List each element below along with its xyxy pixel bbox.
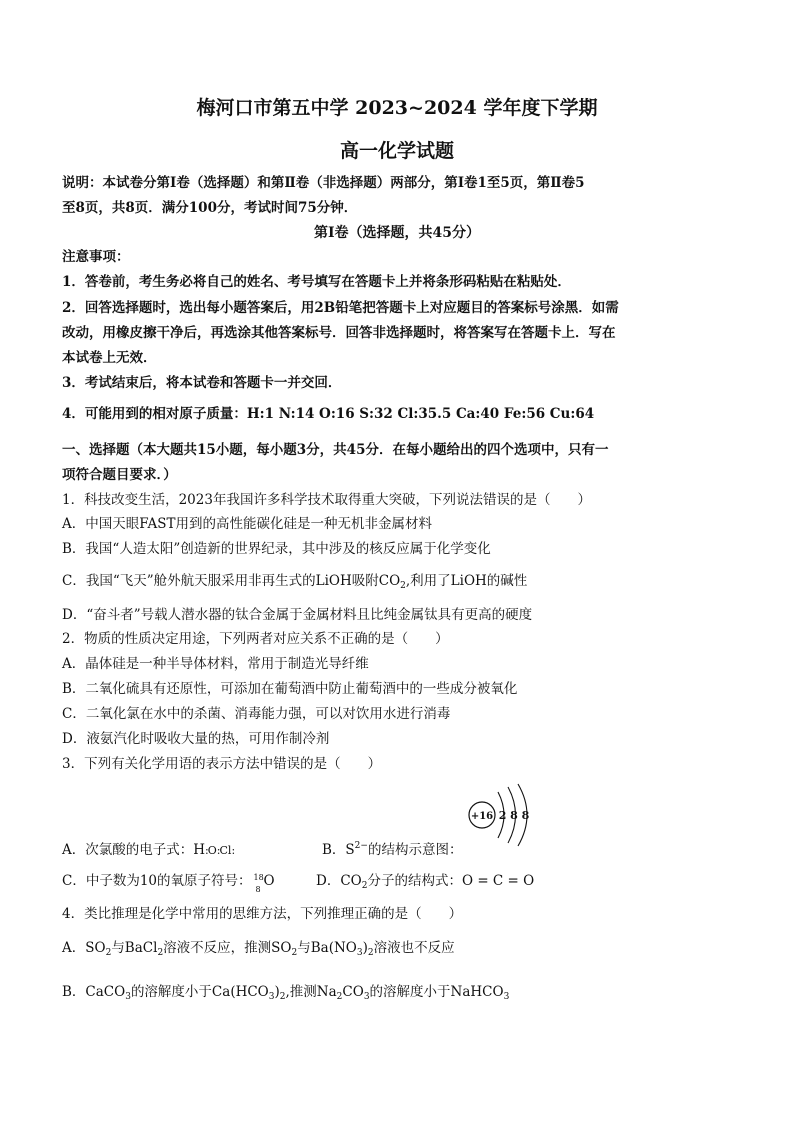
q4-option-b xyxy=(62,982,734,1002)
note-2-line-3: 本试卷上无效． xyxy=(62,350,157,366)
note-2-line-2: 改动，用橡皮擦干净后，再选涂其他答案标号．回答非选择题时，将答案写在答题卡上．写在 xyxy=(62,325,616,341)
q3-c-atomic-number: 8 xyxy=(255,885,261,894)
q3-c-label: C．中子数为10的氧原子符号： xyxy=(62,873,252,889)
q1-c-subscript: 2 xyxy=(400,581,406,591)
notes-heading: 注意事项： xyxy=(62,249,130,265)
note-2-line-1: 2．回答选择题时，选出每小题答案后，用2B铅笔把答题卡上对应题目的答案标号涂黑．如需 xyxy=(62,300,619,316)
electron-dots-icon: : xyxy=(205,844,208,857)
q3-b-superscript: 2− xyxy=(354,841,368,851)
q4-b-sub: 3 xyxy=(503,992,510,1002)
q2-option-d: D．液氨汽化时吸收大量的热，可用作制冷剂 xyxy=(62,731,330,747)
q3-a-o: O xyxy=(207,844,217,857)
q1-c-text-post: ,利用了LiOH的碱性 xyxy=(405,573,528,589)
q3-b-pre: B．S xyxy=(322,842,355,858)
q4-a-sub: 2 xyxy=(291,948,298,958)
q2-option-c: C．二氧化氯在水中的杀菌、消毒能力强，可以对饮用水进行消毒 xyxy=(62,706,451,722)
page-title: 梅河口市第五中学 2023~2024 学年度下学期 xyxy=(196,97,598,119)
nuclide-notation xyxy=(252,871,264,894)
electron-dots-icon: : xyxy=(231,844,235,857)
q1-c-text-pre: C．我国“飞天”舱外航天服采用非再生式的LiOH吸附CO xyxy=(62,573,401,589)
q4-b-part: CO xyxy=(342,984,364,1000)
q1-option-a: A．中国天眼FAST用到的高性能碳化硅是一种无机非金属材料 xyxy=(62,516,432,532)
q4-a-sub: 2 xyxy=(367,948,374,958)
q4-b-sub: 3 xyxy=(268,992,275,1002)
intro-line-1: 说明：本试卷分第Ⅰ卷（选择题）和第Ⅱ卷（非选择题）两部分，第Ⅰ卷1至5页，第Ⅱ卷5 xyxy=(62,175,585,191)
note-1: 1．答卷前，考生务必将自己的姓名、考号填写在答题卡上并将条形码粘贴在粘贴处． xyxy=(62,274,571,290)
q4-a-part: 与BaCl xyxy=(111,940,158,956)
q1-option-c xyxy=(62,571,734,591)
part1-heading-line-1: 一、选择题（本大题共15小题，每小题3分，共45分．在每小题给出的四个选项中，只有一 xyxy=(62,442,609,458)
q4-a-part: 溶液不反应，推测SO xyxy=(163,940,292,956)
q3-stem: 3．下列有关化学用语的表示方法中错误的是（ ） xyxy=(62,756,382,772)
q4-a-part: 与Ba(NO xyxy=(297,940,357,956)
q4-a-part: ) xyxy=(362,940,368,956)
q4-a-sub: 2 xyxy=(157,948,164,958)
q4-b-sub: 3 xyxy=(363,992,370,1002)
q4-stem: 4．类比推理是化学中常用的思维方法，下列推理正确的是（ ） xyxy=(62,906,463,922)
q3-a-h: H xyxy=(193,842,206,858)
q2-stem: 2．物质的性质决定用途，下列两者对应关系不正确的是（ ） xyxy=(62,631,449,647)
section-heading: 第Ⅰ卷（选择题，共45分） xyxy=(313,225,481,241)
q4-a-part: 溶液也不反应 xyxy=(373,940,455,956)
q3-option-a xyxy=(62,840,234,861)
q1-option-d: D．“奋斗者”号载人潜水器的钛合金属于金属材料且比纯金属钛具有更高的硬度 xyxy=(62,607,533,623)
q3-option-d xyxy=(316,871,534,891)
q3-d-formula: O = C = O xyxy=(461,873,535,889)
q3-b-post: 的结构示意图： xyxy=(367,842,463,858)
q4-option-a xyxy=(62,938,734,958)
q1-option-b: B．我国“人造太阳”创造新的世界纪录，其中涉及的核反应属于化学变化 xyxy=(62,541,491,557)
q2-option-a: A．晶体硅是一种半导体材料，常用于制造光导纤维 xyxy=(62,656,369,672)
electron-dots-icon: : xyxy=(216,844,220,857)
sulfide-structure-diagram xyxy=(466,782,546,848)
q3-c-element: O xyxy=(263,873,275,889)
q4-b-sub: 2 xyxy=(279,992,286,1002)
page-subtitle: 高一化学试题 xyxy=(339,140,454,162)
q4-b-sub: 3 xyxy=(125,992,131,1002)
q3-d-pre: D．CO xyxy=(316,873,362,889)
q1-stem: 1．科技改变生活，2023年我国许多科学技术取得重大突破，下列说法错误的是（ ） xyxy=(62,492,591,508)
part1-heading-line-2: 项符合题目要求．） xyxy=(62,467,177,483)
q2-option-b: B．二氧化硫具有还原性，可添加在葡萄酒中防止葡萄酒中的一些成分被氧化 xyxy=(62,681,518,697)
q3-d-subscript: 2 xyxy=(361,881,368,891)
q3-option-c xyxy=(62,871,275,894)
q4-b-part: ,推测Na xyxy=(285,984,337,1000)
q4-b-part: B．CaCO xyxy=(62,984,126,1000)
q3-a-cl: Cl xyxy=(219,844,232,857)
q4-a-sub: 2 xyxy=(105,948,112,958)
note-4: 4．可能用到的相对原子质量：H:1 N:14 O:16 S:32 Cl:35.5 Ca:40 Fe:56 Cu:64 xyxy=(62,406,595,422)
q3-option-b xyxy=(322,840,462,860)
nucleus-charge: +16 xyxy=(470,811,494,822)
intro-line-2: 至8页，共8页．满分100分，考试时间75分钟． xyxy=(62,200,358,216)
q4-b-sub: 2 xyxy=(336,992,343,1002)
electron-shells: 2 8 8 xyxy=(498,809,530,822)
q3-a-label: A．次氯酸的电子式： xyxy=(62,842,194,858)
note-3: 3．考试结束后，将本试卷和答题卡一并交回． xyxy=(62,375,342,391)
q3-c-mass-number: 18 xyxy=(253,873,264,882)
q4-b-part: 的溶解度小于NaHCO xyxy=(369,984,504,1000)
q3-d-mid: 分子的结构式： xyxy=(367,873,462,889)
q4-a-sub: 3 xyxy=(356,948,363,958)
q4-b-part: 的溶解度小于Ca(HCO xyxy=(130,984,269,1000)
q4-a-part: A．SO xyxy=(62,940,106,956)
q4-b-part: ) xyxy=(274,984,280,1000)
